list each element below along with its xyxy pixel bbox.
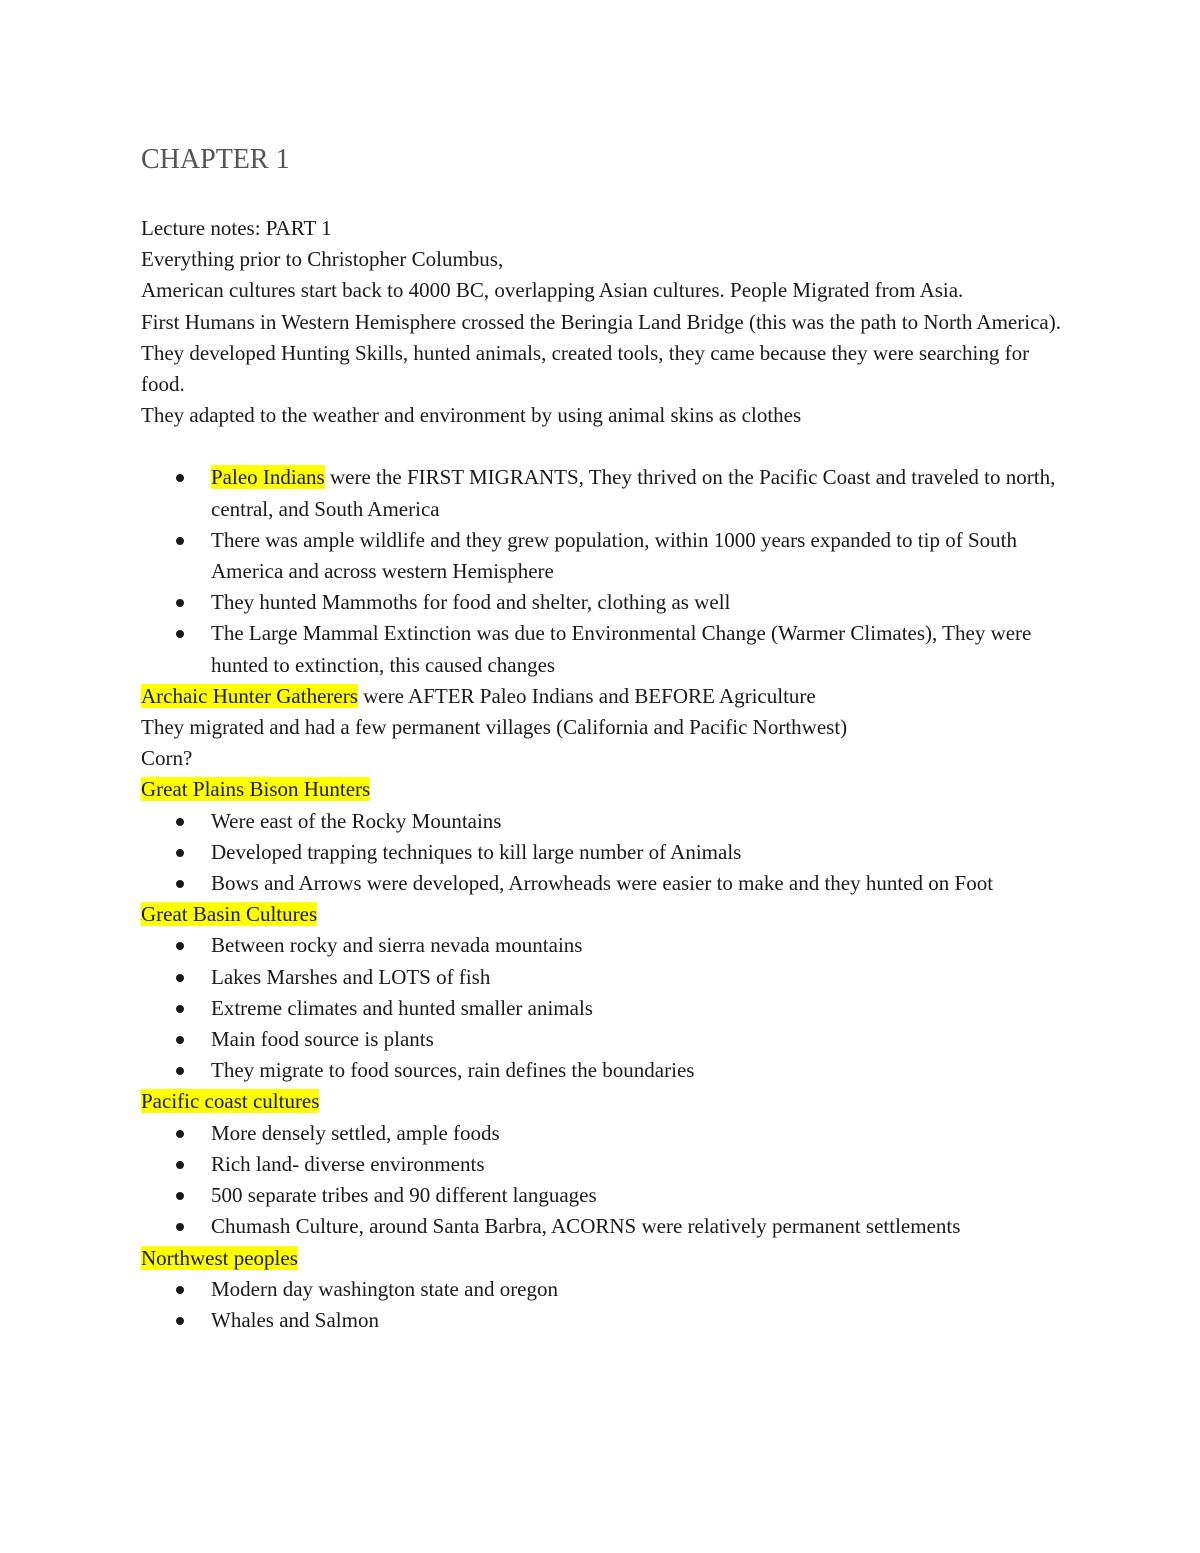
list-item: [211, 868, 1071, 899]
list-item-text: Bows and Arrows were developed, Arrowheads were easier to make and they hunted on Foot: [211, 871, 994, 896]
bullet-icon: [176, 974, 184, 982]
section-bullet-list: [141, 1118, 1071, 1243]
list-item: [211, 618, 1071, 680]
list-item-text: Extreme climates and hunted smaller animals: [211, 995, 593, 1020]
list-item-text: Whales and Salmon: [211, 1307, 379, 1332]
list-item: [211, 1211, 1071, 1242]
highlighted-term: Archaic Hunter Gatherers: [141, 683, 358, 708]
archaic-line: [141, 681, 1071, 712]
list-item-text: Main food source is plants: [211, 1027, 434, 1052]
section-heading: [141, 899, 1071, 930]
list-item: [211, 1180, 1071, 1211]
list-item-text: Lakes Marshes and LOTS of fish: [211, 964, 491, 989]
bullet-icon: [176, 1005, 184, 1013]
bullet-icon: [176, 537, 184, 545]
intro-line: They adapted to the weather and environment by using animal skins as clothes: [141, 403, 802, 428]
bullet-icon: [176, 1223, 184, 1231]
document-body: [141, 140, 1071, 1336]
list-item: [211, 525, 1071, 587]
list-item: [211, 1149, 1071, 1180]
blank-line: [141, 431, 1071, 462]
list-item-text: They migrate to food sources, rain defines the boundaries: [211, 1058, 695, 1083]
list-item: [211, 1024, 1071, 1055]
bullet-icon: [176, 1067, 184, 1075]
page-title: CHAPTER 1: [141, 144, 290, 175]
list-item-text: Developed trapping techniques to kill large number of Animals: [211, 839, 742, 864]
section-heading: [141, 1086, 1071, 1117]
section-heading: [141, 1243, 1071, 1274]
list-item-text: Chumash Culture, around Santa Barbra, ACORNS were relatively permanent settlements: [211, 1214, 961, 1239]
list-item-text: Modern day washington state and oregon: [211, 1276, 559, 1301]
highlighted-term: Paleo Indians: [211, 465, 325, 490]
section-bullet-list: [141, 806, 1071, 900]
highlighted-term: Great Basin Cultures: [141, 902, 318, 927]
list-item: [211, 587, 1071, 618]
section-bullet-list: [141, 1274, 1071, 1336]
list-item-text: Rich land- diverse environments: [211, 1151, 485, 1176]
list-item: [211, 993, 1071, 1024]
list-item: [211, 1274, 1071, 1305]
intro-line: American cultures start back to 4000 BC, overlapping Asian cultures. People Migrated from Asia.: [141, 278, 964, 303]
list-item-text: were the FIRST MIGRANTS, They thrived on the Pacific Coast and traveled to north, central, and South America: [211, 465, 1056, 521]
list-item: [211, 1118, 1071, 1149]
list-item: [211, 1055, 1071, 1086]
archaic-line: Corn?: [141, 746, 193, 771]
list-item: [211, 837, 1071, 868]
highlighted-term: Great Plains Bison Hunters: [141, 777, 371, 802]
bullet-icon: [176, 1036, 184, 1044]
list-item-text: They hunted Mammoths for food and shelter, clothing as well: [211, 590, 731, 615]
section-heading: [141, 774, 1071, 805]
highlighted-term: Pacific coast cultures: [141, 1089, 320, 1114]
intro-line: Lecture notes: PART 1: [141, 216, 332, 240]
list-item-text: Between rocky and sierra nevada mountains: [211, 933, 583, 958]
paleo-bullet-list: [141, 462, 1071, 680]
list-item: [211, 930, 1071, 961]
bullet-icon: [176, 1192, 184, 1200]
list-item-text: The Large Mammal Extinction was due to Environmental Change (Warmer Climates), They were hunted to extinction, this caused changes: [211, 621, 1032, 677]
list-item-text: Were east of the Rocky Mountains: [211, 808, 502, 833]
list-item-text: There was ample wildlife and they grew population, within 1000 years expanded to tip of South America and across western Hemisphere: [211, 527, 1017, 584]
section-bullet-list: [141, 930, 1071, 1086]
highlighted-term: Northwest peoples: [141, 1245, 298, 1270]
bullet-icon: [176, 1161, 184, 1169]
bullet-icon: [176, 942, 184, 950]
bullet-icon: [176, 818, 184, 826]
archaic-line: They migrated and had a few permanent villages (California and Pacific Northwest): [141, 715, 848, 740]
bullet-icon: [176, 1317, 184, 1325]
list-item: [211, 462, 1071, 524]
list-item: [211, 962, 1071, 993]
intro-line: First Humans in Western Hemisphere crossed the Beringia Land Bridge (this was the path to North America). They developed Hunting Skills, hunted animals, created tools, they came because they were searching for food.: [141, 309, 1061, 397]
intro-line: Everything prior to Christopher Columbus,: [141, 247, 504, 272]
list-item: [211, 806, 1071, 837]
list-item: [211, 1305, 1071, 1336]
bullet-icon: [176, 880, 184, 888]
list-item-text: More densely settled, ample foods: [211, 1120, 500, 1145]
archaic-text: were AFTER Paleo Indians and BEFORE Agriculture: [357, 683, 816, 708]
bullet-icon: [176, 849, 184, 857]
list-item-text: 500 separate tribes and 90 different languages: [211, 1183, 597, 1208]
bullet-icon: [176, 630, 184, 638]
bullet-icon: [176, 474, 184, 482]
bullet-icon: [176, 1286, 184, 1294]
bullet-icon: [176, 599, 184, 607]
bullet-icon: [176, 1130, 184, 1138]
